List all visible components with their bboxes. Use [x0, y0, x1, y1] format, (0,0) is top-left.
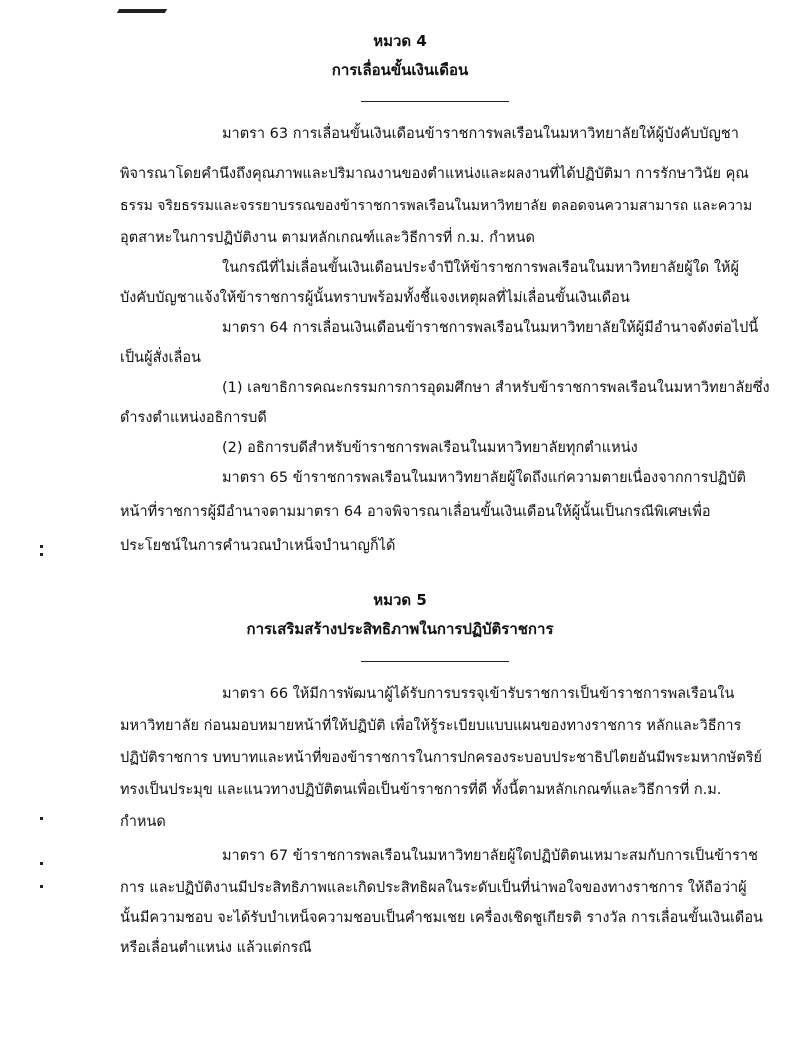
paragraph-line: มาตรา 63 การเลื่อนขั้นเงินเดือนข้าราชการพลเรือนในมหาวิทยาลัยให้ผู้บังคับบัญชา: [222, 126, 739, 142]
paragraph-line: มาตรา 67 ข้าราชการพลเรือนในมหาวิทยาลัยผู้ใดปฏิบัติตนเหมาะสมกับการเป็นข้าราช: [222, 848, 758, 864]
scan-dot: [40, 885, 43, 888]
paragraph-line: ปฏิบัติราชการ บทบาทและหน้าที่ของข้าราชการในการปกครองระบอบประชาธิปไตยอันมีพระมหากษัตริย์: [120, 750, 763, 766]
paragraph-line: หรือเลื่อนตำแหน่ง แล้วแต่กรณี: [120, 940, 312, 956]
paragraph-line: มาตรา 65 ข้าราชการพลเรือนในมหาวิทยาลัยผู้ใดถึงแก่ความตายเนื่องจากการปฏิบัติ: [222, 470, 746, 486]
paragraph-line: บังคับบัญชาแจ้งให้ข้าราชการผู้นั้นทราบพร้อมทั้งชี้แจงเหตุผลที่ไม่เลื่อนขั้นเงินเดือน: [120, 290, 630, 306]
paragraph-line: อุตสาหะในการปฏิบัติงาน ตามหลักเกณฑ์และวิธีการที่ ก.ม. กำหนด: [120, 230, 535, 246]
chapter-4-heading: หมวด 4: [373, 32, 427, 50]
chapter-5-heading: หมวด 5: [373, 591, 427, 609]
chapter-4-divider: [361, 101, 509, 102]
paragraph-line: เป็นผู้สั่งเลื่อน: [120, 350, 201, 366]
paragraph-line: (2) อธิการบดีสำหรับข้าราชการพลเรือนในมหาวิทยาลัยทุกตำแหน่ง: [222, 440, 638, 456]
chapter-4-title: การเลื่อนขั้นเงินเดือน: [331, 61, 469, 79]
paragraph-line: ในกรณีที่ไม่เลื่อนขั้นเงินเดือนประจำปีให้ข้าราชการพลเรือนในมหาวิทยาลัยผู้ใด ให้ผู้: [222, 260, 739, 276]
scan-dot: [40, 862, 43, 865]
scan-dot: [40, 545, 43, 548]
paragraph-line: ดำรงตำแหน่งอธิการบดี: [120, 410, 267, 426]
scan-mark-top-left: [117, 9, 167, 13]
scan-dot: [40, 553, 43, 556]
chapter-5-title: การเสริมสร้างประสิทธิภาพในการปฏิบัติราชการ: [246, 620, 554, 638]
paragraph-line: ทรงเป็นประมุข และแนวทางปฏิบัติตนเพื่อเป็นข้าราชการที่ดี ทั้งนี้ตามหลักเกณฑ์และวิธีการที่ ก.ม.: [120, 782, 722, 798]
paragraph-line: มาตรา 66 ให้มีการพัฒนาผู้ได้รับการบรรจุเข้ารับราชการเป็นข้าราชการพลเรือนใน: [222, 686, 735, 702]
paragraph-line: (1) เลขาธิการคณะกรรมการการอุดมศึกษา สำหรับข้าราชการพลเรือนในมหาวิทยาลัยซึ่ง: [222, 380, 770, 396]
paragraph-line: การ และปฏิบัติงานมีประสิทธิภาพและเกิดประสิทธิผลในระดับเป็นที่น่าพอใจของทางราชการ ให้ถือว่าผู้: [120, 880, 747, 896]
paragraph-line: พิจารณาโดยคำนึงถึงคุณภาพและปริมาณงานของตำแหน่งและผลงานที่ได้ปฏิบัติมา การรักษาวินัย คุณ: [120, 166, 749, 182]
paragraph-line: มาตรา 64 การเลื่อนเงินเดือนข้าราชการพลเรือนในมหาวิทยาลัยให้ผู้มีอำนาจดังต่อไปนี้: [222, 320, 759, 336]
paragraph-line: มหาวิทยาลัย ก่อนมอบหมายหน้าที่ให้ปฏิบัติ เพื่อให้รู้ระเบียบแบบแผนของทางราชการ หลักและวิธีการ: [120, 718, 742, 734]
paragraph-line: ประโยชน์ในการคำนวณบำเหน็จบำนาญก็ได้: [120, 538, 396, 554]
chapter-5-divider: [361, 661, 509, 662]
paragraph-line: กำหนด: [120, 814, 166, 830]
paragraph-line: หน้าที่ราชการผู้มีอำนาจตามมาตรา 64 อาจพิจารณาเลื่อนขั้นเงินเดือนให้ผู้นั้นเป็นกรณีพิเศษเพื่อ: [120, 504, 711, 520]
scan-dot: [40, 817, 43, 820]
paragraph-line: นั้นมีความชอบ จะได้รับบำเหน็จความชอบเป็นคำชมเชย เครื่องเชิดชูเกียรติ รางวัล การเลื่อนขั้นเงินเดือน: [120, 910, 763, 926]
paragraph-line: ธรรม จริยธรรมและจรรยาบรรณของข้าราชการพลเรือนในมหาวิทยาลัย ตลอดจนความสามารถ และความ: [120, 198, 753, 214]
